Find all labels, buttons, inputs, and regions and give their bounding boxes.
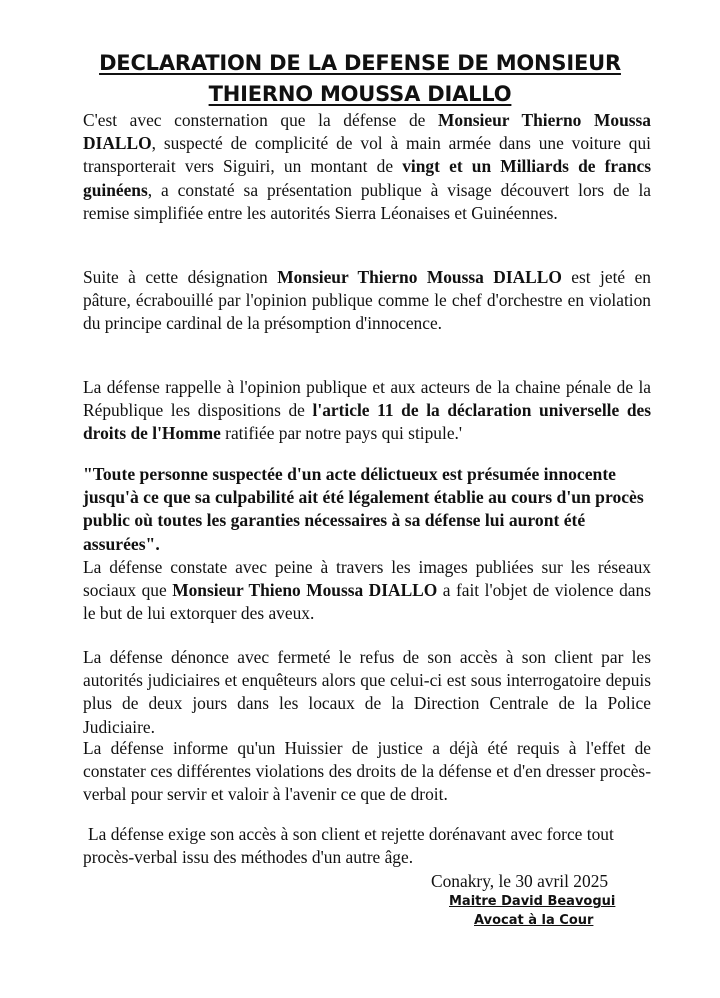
p3-text-a: La défense rappelle à l'opinion publique et aux acteurs de la chaine pénale de la République les dispositions de: [83, 377, 651, 421]
signer-title: Avocat à la Cour: [474, 913, 594, 928]
p8-text: La défense exige son accès à son client et rejette dorénavant avec force tout procès-verbal issu des méthodes d'un autre âge.: [83, 824, 614, 868]
p5-name-bold: Monsieur Thieno Moussa DIALLO: [172, 580, 438, 601]
p3-article-bold: l'article 11 de la déclaration universelle des droits de l'Homme: [83, 400, 651, 444]
paragraph-presentation: [83, 109, 651, 225]
p3-text-c: ratifiée par notre pays qui stipule.': [220, 423, 463, 444]
p2-name-bold: Monsieur Thierno Moussa DIALLO: [277, 267, 562, 287]
p5-text-c: a fait l'objet de violence dans le but de lui extorquer des aveux.: [83, 580, 651, 624]
paragraph-article-quote: [83, 463, 651, 556]
paragraph-access-refusal: [83, 646, 651, 739]
title-line-1: DECLARATION DE LA DEFENSE DE MONSIEUR: [99, 51, 621, 75]
p1-name-bold: Monsieur Thierno Moussa DIALLO: [83, 110, 651, 154]
paragraph-designation: [83, 266, 651, 336]
p1-text-c: , suspecté de complicité de vol à main armée dans une voiture qui transporterait vers Siguiri, un montant de: [83, 133, 651, 177]
p7-text: La défense informe qu'un Huissier de justice a déjà été requis à l'effet de constater ces différentes violations des droits de la défense et d'en dresser procès-verbal pour servir et valoir à l'avenir ce que de droit.: [83, 738, 651, 805]
paragraph-demand: [83, 823, 651, 869]
p1-amount-bold: vingt et un Milliards de francs guinéens: [83, 156, 651, 200]
p5-text-a: La défense constate avec peine à travers les images publiées sur les réseaux sociaux que: [83, 557, 651, 601]
p2-text-a: Suite à cette désignation: [83, 267, 278, 287]
title-line-2: THIERNO MOUSSA DIALLO: [208, 82, 512, 106]
paragraph-violence: [83, 556, 651, 626]
p1-text-e: , a constaté sa présentation publique à visage découvert lors de la remise simplifiée entre les autorités Sierra Léonaises et Guinéennes.: [83, 179, 651, 223]
signer-name: Maitre David Beavogui: [449, 894, 616, 909]
place-and-date: Conakry, le 30 avril 2025: [431, 871, 609, 891]
p2-text-c: est jeté en pâture, écrabouillé par l'opinion publique comme le chef d'orchestre en violation du principe cardinal de la présomption d'innocence.: [83, 267, 651, 334]
p6-text: La défense dénonce avec fermeté le refus de son accès à son client par les autorités judiciaires et enquêteurs alors que celui-ci est sous interrogatoire depuis plus de deux jours dans les locaux de la Direction Centrale de la Police Judiciaire.: [83, 647, 651, 737]
p1-text-a: C'est avec consternation que la défense de: [83, 110, 438, 130]
article-quote-text: "Toute personne suspectée d'un acte délictueux est présumée innocente jusqu'à ce que sa culpabilité ait été légalement établie au cours d'un procès public où toutes les garanties nécessaires à sa défense lui auront été assurées".: [83, 464, 644, 554]
paragraph-bailiff: [83, 737, 651, 807]
paragraph-article-reminder: [83, 376, 651, 446]
